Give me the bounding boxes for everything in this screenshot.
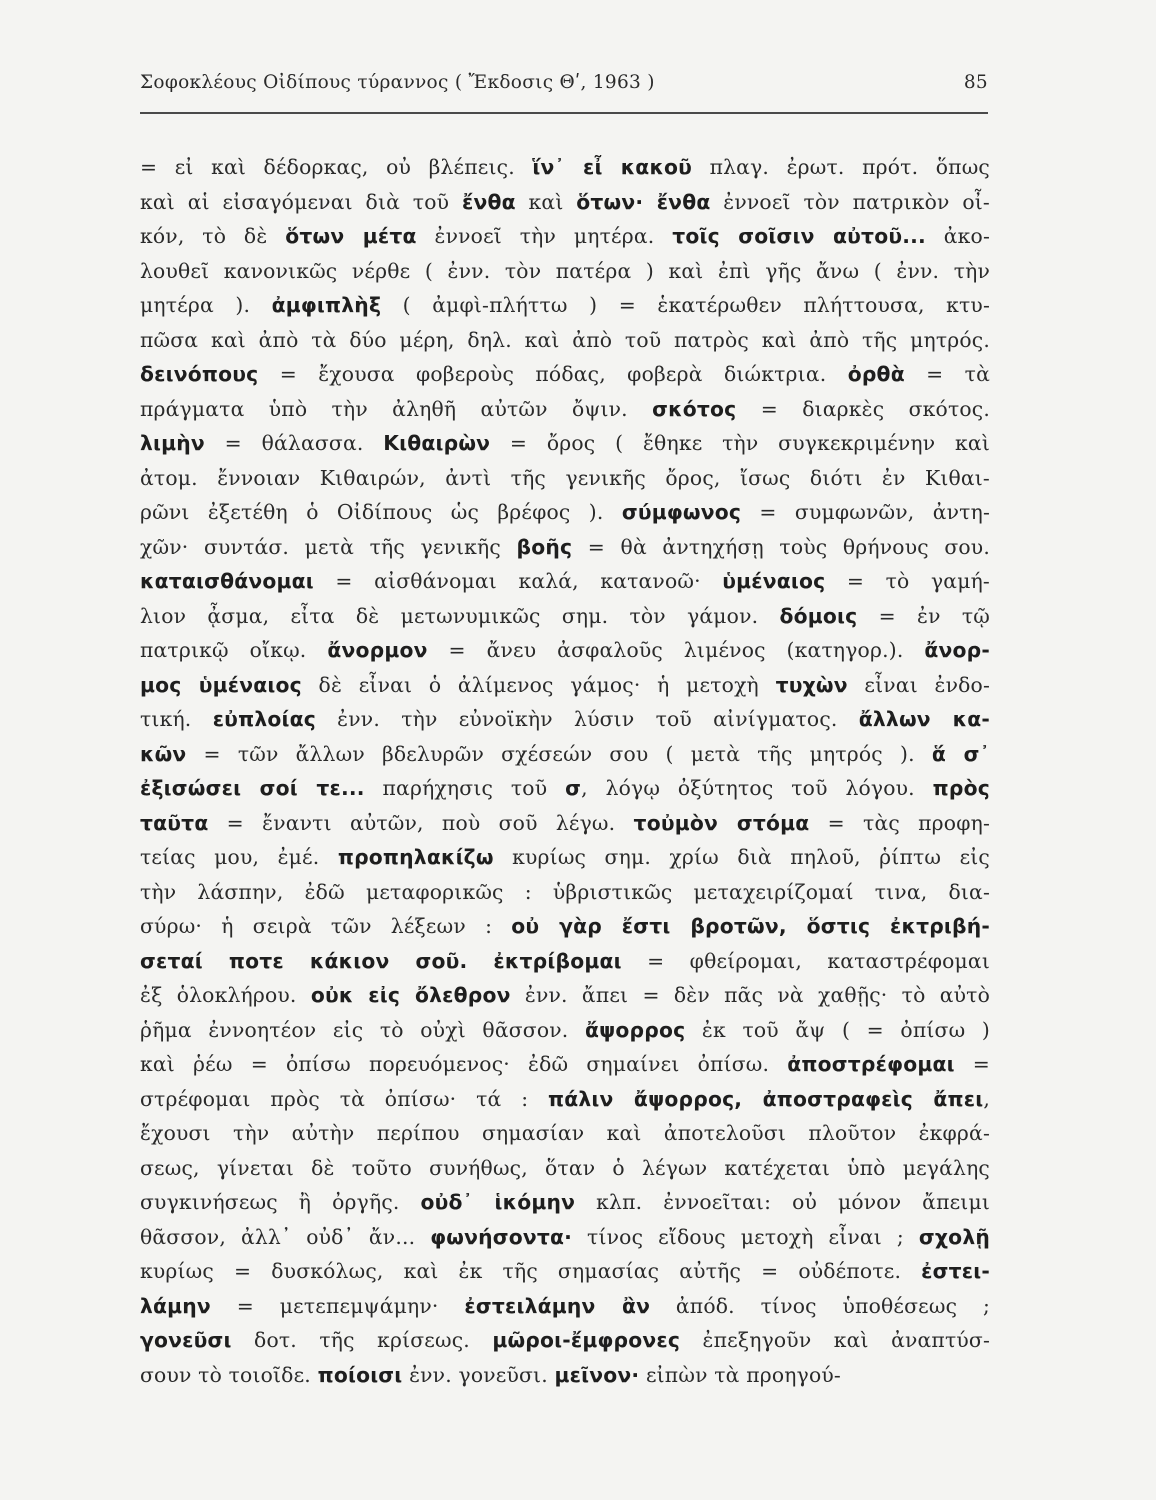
- lemma-term: εὐπλοίας: [212, 707, 316, 731]
- text-line: [140, 530, 990, 565]
- text-line: [140, 771, 990, 806]
- lemma-term: ἄνορμον: [327, 638, 428, 662]
- text-line: [140, 1323, 990, 1358]
- lemma-term: ἐξισώσει σοί τε...: [140, 776, 365, 800]
- running-title: Σοφοκλέους Οἰδίπους τύραννος ( Ἔκδοσις Θʹ, 1963 ): [140, 72, 655, 93]
- lemma-term: κῶν: [140, 741, 187, 766]
- lemma-term: ὀρθὰ: [847, 362, 905, 386]
- text-line: [140, 944, 990, 979]
- lemma-term: μῶροι-ἔμφρονες: [492, 1328, 681, 1352]
- gloss-text: σουν τὸ τοιοῖδε.: [140, 1362, 318, 1387]
- lemma-term: μεῖνον·: [554, 1362, 640, 1387]
- lemma-term: ὅτων μέτα: [285, 224, 417, 248]
- lemma-term: προπηλακίζω: [337, 845, 494, 869]
- lemma-term: ἀποστρέφομαι: [787, 1052, 955, 1076]
- gloss-text: πατρικῷ οἴκῳ.: [140, 638, 328, 662]
- gloss-text: θᾶσσον, ἀλλ᾽ οὐδ᾽ ἄν...: [140, 1224, 431, 1249]
- gloss-text: = ἔναντι αὐτῶν, ποὺ σοῦ λέγω.: [208, 810, 634, 835]
- lemma-term: οὐκ εἰς ὄλεθρον: [310, 983, 511, 1007]
- text-line: [140, 875, 990, 910]
- lemma-term: τοὐμὸν στόμα: [633, 810, 810, 835]
- gloss-text: πράγματα ὑπὸ τὴν ἀληθῆ αὐτῶν ὄψιν.: [140, 396, 653, 421]
- gloss-text: κυρίως = δυσκόλως, καὶ ἐκ τῆς σημασίας αὐτῆς = οὐδέποτε.: [140, 1259, 922, 1283]
- text-line: [140, 1013, 990, 1048]
- lemma-term: γονεῦσι: [140, 1328, 232, 1352]
- lemma-term: σ: [565, 776, 582, 800]
- text-line: [140, 564, 990, 599]
- text-line: [140, 254, 990, 289]
- gloss-text: = διαρκὲς σκότος.: [736, 396, 990, 421]
- gloss-text: στρέφομαι πρὸς τὰ ὀπίσω· τά :: [140, 1086, 549, 1111]
- gloss-text: κυρίως σημ. χρίω διὰ πηλοῦ, ῥίπτω εἰς: [493, 845, 990, 869]
- lemma-term: δόμοις: [779, 603, 858, 628]
- gloss-text: πλαγ. ἐρωτ. πρότ. ὅπως: [692, 155, 990, 179]
- text-line: [140, 1151, 990, 1186]
- gloss-text: σύρω· ἡ σειρὰ τῶν λέξεων :: [140, 914, 512, 938]
- gloss-text: ρῶνι ἐξετέθη ὁ Οἰδίπους ὡς βρέφος ).: [140, 500, 622, 524]
- lemma-term: Κιθαιρὼν: [383, 431, 491, 455]
- text-line: [140, 219, 990, 254]
- lemma-term: οὐδ᾽ ἱκόμην: [420, 1190, 576, 1214]
- text-line: [140, 426, 990, 461]
- text-line: [140, 633, 990, 668]
- gloss-text: = μετεπεμψάμην·: [210, 1293, 465, 1318]
- gloss-text: = ἐν τῷ: [857, 603, 990, 628]
- gloss-text: = ἄνευ ἀσφαλοῦς λιμένος (κατηγορ.).: [427, 638, 925, 662]
- gloss-text: ἐνν. ἄπει = δὲν πᾶς νὰ χαθῇς· τὸ αὐτὸ: [510, 983, 990, 1007]
- gloss-text: τὴν λάσπην, ἐδῶ μεταφορικῶς : ὑβριστικῶς μεταχειρίζομαί τινα, δια-: [140, 879, 990, 904]
- text-line: [140, 185, 990, 220]
- lemma-term: ἀμφιπλὴξ: [271, 293, 382, 317]
- gloss-text: = αἰσθάνομαι καλά, κατανοῶ·: [313, 569, 723, 593]
- gloss-text: ῥῆμα ἐννοητέον εἰς τὸ οὐχὶ θᾶσσον.: [140, 1017, 585, 1042]
- text-line: [140, 357, 990, 392]
- gloss-text: ἀπόδ. τίνος ὑποθέσεως ;: [650, 1293, 990, 1318]
- lemma-term: βοῆς: [516, 534, 573, 559]
- gloss-text: μητέρα ).: [140, 293, 272, 317]
- gloss-text: = τὰς προφη-: [809, 810, 990, 835]
- text-line: [140, 150, 990, 185]
- gloss-text: = ὄρος ( ἔθηκε τὴν συγκεκριμένην καὶ: [490, 431, 990, 455]
- lemma-term: τοῖς σοῖσιν αὐτοῦ...: [672, 224, 926, 248]
- gloss-text: = ἔχουσα φοβεροὺς πόδας, φοβερὰ διώκτρια.: [258, 362, 848, 386]
- lemma-term: καταισθάνομαι: [140, 569, 314, 593]
- lemma-term: λιμὴν: [140, 431, 205, 455]
- text-line: [140, 702, 990, 737]
- gloss-text: καὶ: [515, 189, 577, 214]
- page-number: 85: [963, 72, 988, 93]
- gloss-text: κλπ. ἐννοεῖται: οὐ μόνον ἄπειμι: [575, 1190, 990, 1214]
- header-rule: [140, 112, 988, 114]
- gloss-text: = συμφωνῶν, ἀντη-: [741, 500, 990, 524]
- lemma-term: ταῦτα: [140, 810, 209, 835]
- gloss-text: = τῶν ἄλλων βδελυρῶν σχέσεών σου ( μετὰ τῆς μητρός ).: [186, 741, 932, 766]
- text-line: [140, 668, 990, 703]
- gloss-text: ἐκ τοῦ ἄψ ( = ὀπίσω ): [685, 1017, 990, 1042]
- gloss-text: ἐνν. γονεῦσι.: [402, 1362, 555, 1387]
- text-line: [140, 495, 990, 530]
- gloss-text: ἀκο-: [925, 224, 991, 248]
- gloss-text: = τὰ: [904, 362, 990, 386]
- lemma-term: οὐ γὰρ ἔστι βροτῶν, ὅστις ἐκτριβή-: [511, 914, 991, 938]
- gloss-text: χῶν· συντάσ. μετὰ τῆς γενικῆς: [140, 534, 517, 559]
- gloss-text: δοτ. τῆς κρίσεως.: [231, 1328, 493, 1352]
- gloss-text: παρήχησις τοῦ: [364, 776, 566, 800]
- text-line: [140, 288, 990, 323]
- gloss-text: καὶ ῥέω = ὀπίσω πορευόμενος· ἐδῶ σημαίνει ὀπίσω.: [140, 1052, 788, 1076]
- gloss-text: ἀτομ. ἔννοιαν Κιθαιρών, ἀντὶ τῆς γενικῆς ὄρος, ἴσως διότι ἐν Κιθαι-: [140, 465, 990, 490]
- gloss-text: εἶναι ἐνδο-: [847, 672, 991, 697]
- lemma-term: σεταί ποτε κάκιον σοῦ. ἐκτρίβομαι: [140, 948, 622, 973]
- gloss-text: ἐννοεῖ τὴν μητέρα.: [416, 224, 673, 248]
- gloss-text: = θάλασσα.: [204, 431, 384, 455]
- lemma-term: ἄλλων κα-: [858, 707, 991, 731]
- text-line: [140, 1289, 990, 1324]
- lemma-term: φωνήσοντα·: [430, 1224, 573, 1249]
- text-line: [140, 599, 990, 634]
- gloss-text: = θὰ ἀντηχήσῃ τοὺς θρήνους σου.: [572, 534, 990, 559]
- text-line: [140, 909, 990, 944]
- gloss-text: κόν, τὸ δὲ: [140, 224, 286, 248]
- lemma-term: ποίοισι: [317, 1362, 403, 1387]
- gloss-text: λιον ᾆσμα, εἶτα δὲ μετωνυμικῶς σημ. τὸν γάμον.: [140, 603, 780, 628]
- gloss-text: λουθεῖ κανονικῶς νέρθε ( ἐνν. τὸν πατέρα ) καὶ ἐπὶ γῆς ἄνω ( ἐνν. τὴν: [140, 258, 990, 283]
- gloss-text: ἐνν. τὴν εὐνοϊκὴν λύσιν τοῦ αἰνίγματος.: [315, 707, 859, 731]
- gloss-text: δὲ εἶναι ὁ ἀλίμενος γάμος· ἡ μετοχὴ: [301, 672, 776, 697]
- text-line: [140, 1082, 990, 1117]
- lemma-term: πρὸς: [932, 776, 990, 800]
- gloss-text: τική.: [140, 707, 213, 731]
- gloss-text: ἐννοεῖ τὸν πατρικὸν οἶ-: [710, 189, 990, 214]
- lemma-term: ὑμέναιος: [722, 569, 826, 593]
- lemma-term: λάμην: [140, 1293, 211, 1318]
- text-line: [140, 323, 990, 358]
- lemma-term: μος ὑμέναιος: [140, 672, 302, 697]
- gloss-text: ἔχουσι τὴν αὐτὴν περίπου σημασίαν καὶ ἀποτελοῦσι πλοῦτον ἐκφρά-: [140, 1121, 990, 1145]
- gloss-text: = εἰ καὶ δέδορκας, οὐ βλέπεις.: [140, 155, 533, 179]
- gloss-text: = τὸ γαμή-: [825, 569, 990, 593]
- text-line: [140, 1254, 990, 1289]
- text-line: [140, 1116, 990, 1151]
- text-line: [140, 461, 990, 496]
- lemma-term: πάλιν ἄψορρος, ἀποστραφεὶς ἄπει: [548, 1086, 984, 1111]
- lemma-term: ἐστειλάμην ἂν: [464, 1293, 651, 1318]
- gloss-text: , λόγῳ ὀξύτητος τοῦ λόγου.: [581, 776, 933, 800]
- gloss-text: ἐξ ὁλοκλήρου.: [140, 983, 311, 1007]
- lemma-term: σχολῇ: [918, 1224, 990, 1249]
- lemma-term: ὅτων· ἔνθα: [576, 189, 711, 214]
- gloss-text: ,: [983, 1086, 990, 1111]
- gloss-text: = φθείρομαι, καταστρέφομαι: [621, 948, 990, 973]
- gloss-text: σεως, γίνεται δὲ τοῦτο συνήθως, ὅταν ὁ λέγων κατέχεται ὑπὸ μεγάλης: [140, 1155, 990, 1180]
- lemma-term: τυχὼν: [775, 672, 848, 697]
- lemma-term: σύμφωνος: [621, 500, 742, 524]
- lemma-term: ἄνορ-: [924, 638, 990, 662]
- text-line: [140, 737, 990, 772]
- gloss-text: καὶ αἱ εἰσαγόμεναι διὰ τοῦ: [140, 189, 462, 214]
- text-line: [140, 1358, 990, 1393]
- gloss-text: ( ἀμφὶ-πλήττω ) = ἑκατέρωθεν πλήττουσα, κτυ-: [381, 293, 990, 317]
- lemma-term: ἄψορρος: [584, 1017, 686, 1042]
- text-line: [140, 1047, 990, 1082]
- lemma-term: σκότος: [652, 396, 737, 421]
- text-line: [140, 1220, 990, 1255]
- gloss-text: τίνος εἴδους μετοχὴ εἶναι ;: [572, 1224, 919, 1249]
- text-line: [140, 840, 990, 875]
- commentary-text: [140, 150, 990, 1392]
- lemma-term: ἔνθα: [461, 189, 516, 214]
- text-line: [140, 392, 990, 427]
- gloss-text: ἐπεξηγοῦν καὶ ἀναπτύσ-: [680, 1328, 990, 1352]
- gloss-text: πῶσα καὶ ἀπὸ τὰ δύο μέρη, δηλ. καὶ ἀπὸ τοῦ πατρὸς καὶ ἀπὸ τῆς μητρός.: [140, 327, 990, 352]
- text-line: [140, 1185, 990, 1220]
- gloss-text: τείας μου, ἐμέ.: [140, 845, 338, 869]
- gloss-text: =: [954, 1052, 990, 1076]
- lemma-term: δεινόπους: [140, 362, 259, 386]
- gloss-text: συγκινήσεως ἢ ὀργῆς.: [140, 1190, 421, 1214]
- text-line: [140, 978, 990, 1013]
- text-line: [140, 806, 990, 841]
- lemma-term: ἵν᾽ εἶ κακοῦ: [532, 155, 693, 179]
- gloss-text: εἰπὼν τὰ προηγού-: [639, 1362, 841, 1387]
- page-header: [140, 72, 988, 93]
- lemma-term: ἅ σ᾽: [931, 741, 990, 766]
- lemma-term: ἐστει-: [921, 1259, 990, 1283]
